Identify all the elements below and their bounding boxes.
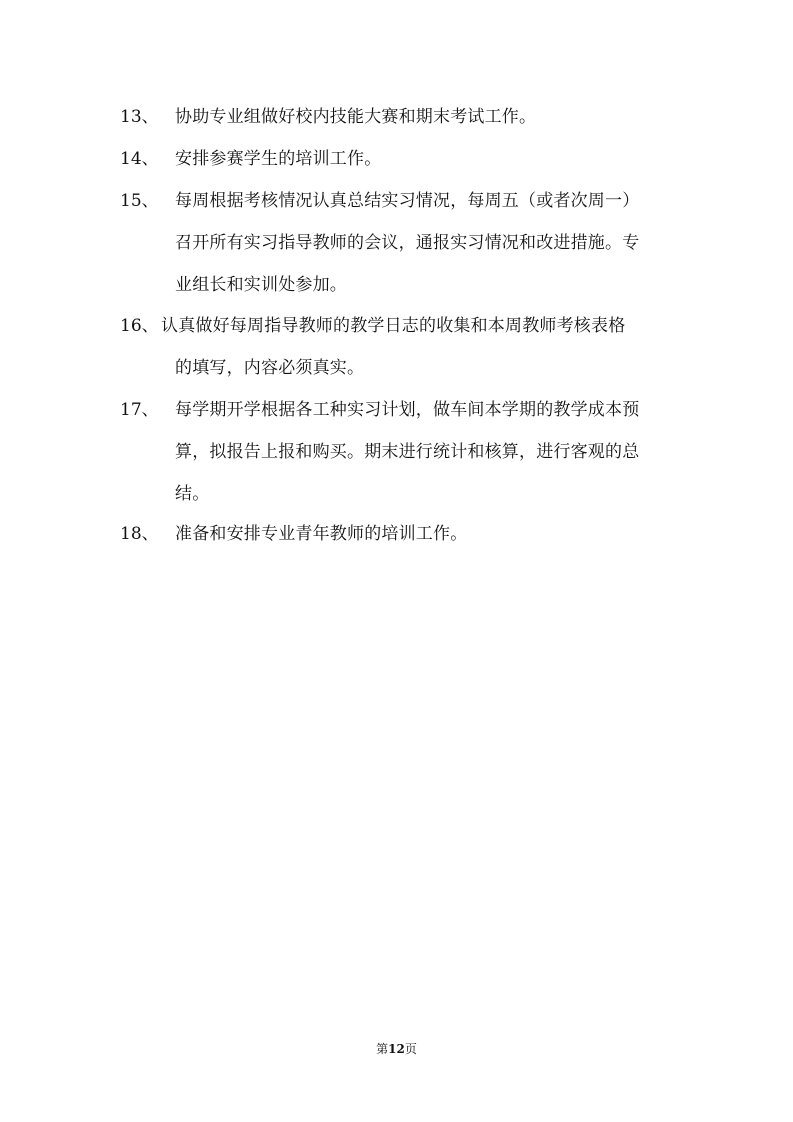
footer-suffix: 页	[404, 1042, 417, 1056]
item-number: 18、	[120, 524, 159, 544]
item-text-line: 的填写，内容必须真实。	[175, 358, 365, 378]
item-text-line: 算，拟报告上报和购买。期末进行统计和核算，进行客观的总	[175, 442, 640, 462]
page-footer	[0, 1041, 793, 1057]
item-text-line: 协助专业组做好校内技能大赛和期末考试工作。	[175, 107, 537, 127]
item-text-line: 准备和安排专业青年教师的培训工作。	[175, 524, 468, 544]
item-text-line: 业组长和实训处参加。	[175, 275, 347, 295]
item-text-line: 认真做好每周指导教师的教学日志的收集和本周教师考核表格	[161, 316, 626, 336]
item-text-line: 每周根据考核情况认真总结实习情况，每周五（或者次周一）	[175, 191, 640, 211]
page-number: 12	[388, 1042, 405, 1056]
footer-prefix: 第	[376, 1042, 389, 1056]
item-text-line: 每学期开学根据各工种实习计划，做车间本学期的教学成本预	[175, 400, 640, 420]
item-text-line: 结。	[175, 484, 210, 504]
item-number: 17、	[120, 400, 159, 420]
item-number: 14、	[120, 149, 159, 169]
item-number: 16、	[120, 316, 159, 336]
item-number: 13、	[120, 107, 159, 127]
item-text-line: 召开所有实习指导教师的会议，通报实习情况和改进措施。专	[175, 233, 640, 253]
item-text-line: 安排参赛学生的培训工作。	[175, 149, 382, 169]
item-number: 15、	[120, 191, 159, 211]
